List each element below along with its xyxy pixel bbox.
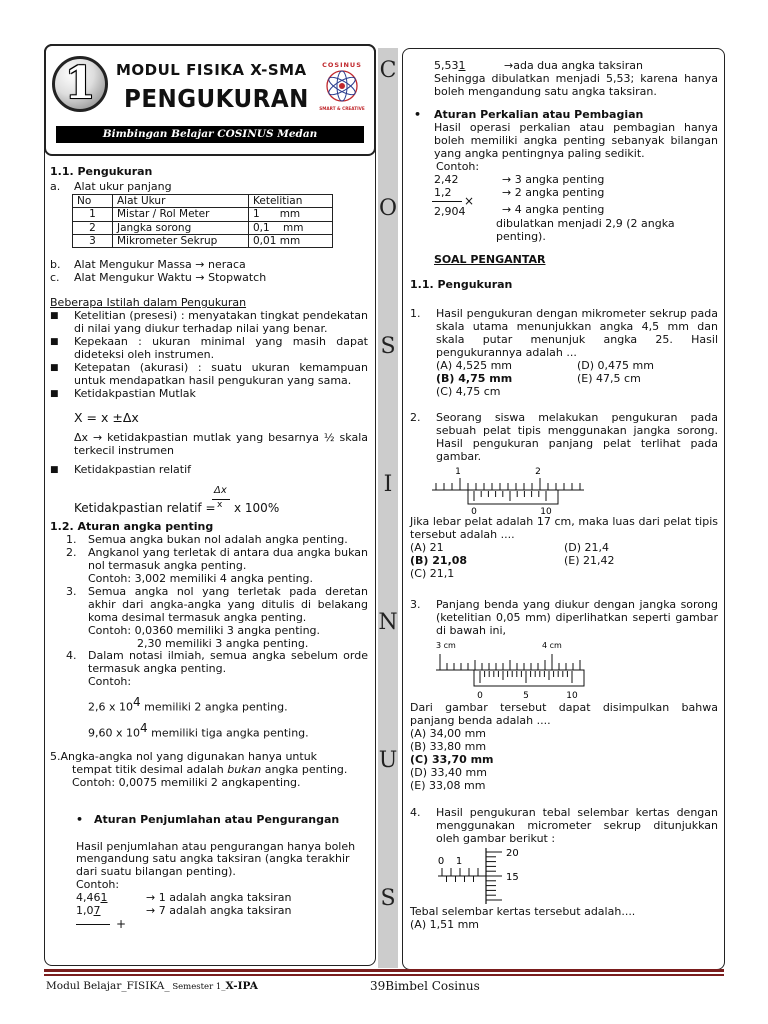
strip-letter: I bbox=[383, 472, 393, 497]
rules-list bbox=[66, 534, 368, 741]
scientific-example bbox=[88, 695, 368, 715]
alat-ukur-label: Alat ukur panjang bbox=[74, 179, 172, 193]
sum-number: 1,07 bbox=[76, 904, 101, 918]
table-cell: Mistar / Rol Meter bbox=[113, 208, 249, 221]
list-marker: c. bbox=[50, 271, 60, 285]
table-header-row bbox=[73, 194, 333, 207]
rule-5-emphasis: bukan bbox=[227, 762, 262, 776]
vernier-label: 10 bbox=[566, 691, 578, 702]
soal-heading: SOAL PENGANTAR bbox=[434, 252, 546, 266]
list-item bbox=[50, 362, 368, 388]
formula-relative bbox=[74, 477, 368, 517]
question-text: Tebal selembar kertas tersebut adalah.... bbox=[410, 904, 636, 918]
vernier-label: 0 bbox=[471, 507, 477, 517]
vernier-caliper-diagram-1 bbox=[428, 464, 588, 516]
square-bullet-icon: ■ bbox=[50, 363, 59, 374]
right-content bbox=[410, 58, 718, 932]
sci-base: 9,60 x 10 bbox=[88, 726, 140, 740]
strip-letter: S bbox=[380, 886, 396, 911]
bullet-icon: • bbox=[76, 812, 84, 826]
rule-5-example: Contoh: 0,0075 memiliki 2 angkapenting. bbox=[72, 775, 301, 789]
section-1-2-heading: 1.2. Aturan angka penting bbox=[50, 519, 214, 533]
question-1 bbox=[410, 308, 718, 360]
answer-option[interactable]: (D) 0,475 mm bbox=[577, 358, 654, 372]
main-scale-label: 2 bbox=[535, 467, 541, 478]
answer-option[interactable]: (A) 4,525 mm bbox=[436, 358, 513, 372]
answer-options bbox=[410, 542, 718, 581]
square-bullet-icon: ■ bbox=[50, 464, 59, 475]
sci-base: 2,6 x 10 bbox=[88, 701, 133, 715]
table-row bbox=[73, 235, 333, 248]
question-2 bbox=[410, 412, 718, 464]
section-1-1-heading: 1.1. Pengukuran bbox=[50, 165, 153, 178]
list-item-text: Ketelitian (presesi) : menyatakan tingkat pendekatan di nilai yang diukur terhadap nilai yang benar. bbox=[74, 309, 368, 336]
table-cell: 3 bbox=[73, 235, 113, 248]
table-cell: 0,01 mm bbox=[249, 235, 333, 248]
answer-option[interactable]: (B) 21,08 bbox=[410, 554, 468, 568]
plus-sign: + bbox=[116, 917, 127, 932]
answer-option[interactable]: (E) 33,08 mm bbox=[410, 778, 486, 792]
list-item bbox=[66, 586, 368, 625]
chapter-number-badge: 1 bbox=[52, 56, 108, 112]
list-item bbox=[66, 573, 368, 586]
list-item bbox=[66, 676, 368, 689]
strip-letter: N bbox=[378, 610, 398, 635]
sum-rule bbox=[76, 918, 368, 932]
rule-5-text: angka penting. bbox=[264, 762, 348, 776]
footer-rule bbox=[44, 969, 724, 972]
sleeve-label: 1 bbox=[455, 855, 463, 867]
formula-uncertainty: X = x ±Δx bbox=[74, 410, 139, 426]
list-item-text: Contoh: 0,0360 memiliki 3 angka penting. bbox=[88, 623, 321, 637]
table-header-cell: Ketelitian bbox=[249, 194, 333, 207]
list-item bbox=[50, 310, 368, 336]
answer-option[interactable]: (C) 4,75 cm bbox=[436, 384, 501, 398]
list-item-text: Dalam notasi ilmiah, semua angka sebelum orde termasuk angka penting. bbox=[88, 649, 368, 676]
list-item bbox=[66, 650, 368, 676]
answer-options bbox=[436, 360, 718, 399]
svg-text:COSINUS: COSINUS bbox=[322, 61, 362, 69]
table-cell: 1 bbox=[73, 208, 113, 221]
answer-option[interactable]: (C) 33,70 mm bbox=[410, 752, 494, 766]
list-number: 2. bbox=[66, 545, 77, 559]
result-explanation: Sehingga dibulatkan menjadi 5,53; karena hanya boleh mengandung satu angka taksiran. bbox=[434, 71, 718, 98]
main-scale-label: 4 cm bbox=[542, 641, 562, 651]
main-scale-label: 1 bbox=[455, 467, 461, 478]
table-cell: Jangka sorong bbox=[113, 221, 249, 234]
table-cell: Mikrometer Sekrup bbox=[113, 235, 249, 248]
result-comment: →ada dua angka taksiran bbox=[504, 59, 643, 72]
question-text: Hasil pengukuran tebal selembar kertas dengan menggunakan micrometer sekrup ditunjukkan oleh gambar berikut : bbox=[436, 805, 718, 845]
list-item bbox=[66, 625, 368, 638]
strip-letter: O bbox=[378, 196, 398, 221]
sci-tail: memiliki tiga angka penting. bbox=[147, 726, 309, 740]
micrometer-diagram bbox=[434, 846, 544, 906]
strip-letter: S bbox=[380, 334, 396, 359]
square-bullet-icon: ■ bbox=[50, 389, 59, 400]
left-content bbox=[50, 166, 368, 932]
perkalian-text: Hasil operasi perkalian atau pembagian hanya boleh memiliki angka penting sebanyak bilangan yang angka pentingnya paling sedikit. bbox=[434, 120, 718, 160]
vernier-label: 0 bbox=[477, 691, 483, 702]
list-item-text: Ketidakpastian Mutlak bbox=[74, 387, 196, 401]
heading-text: Aturan Penjumlahan atau Pengurangan bbox=[94, 812, 340, 826]
list-number bbox=[66, 625, 88, 638]
question-number: 1. bbox=[410, 306, 421, 320]
list-item-text: Kepekaan : ukuran minimal yang masih dapat dideteksi oleh instrumen. bbox=[74, 335, 368, 362]
answer-option[interactable]: (C) 21,1 bbox=[410, 567, 455, 581]
footer-module-label: Modul Belajar_FISIKA_ Semester 1_X-IPA bbox=[46, 980, 258, 992]
question-text: Seorang siswa melakukan pengukuran pada sebuah pelat tipis menggunakan jangka sorong. Hasil pengukuran panjang pelat terlihat pada gambar. bbox=[436, 411, 718, 464]
table-header-cell: Alat Ukur bbox=[113, 194, 249, 207]
multiplication-example bbox=[434, 174, 718, 250]
question-number: 4. bbox=[410, 805, 421, 819]
rule-5-line bbox=[72, 764, 368, 777]
list-number: 3. bbox=[66, 584, 77, 598]
strip-letter: U bbox=[378, 748, 398, 773]
rule-5 bbox=[50, 751, 368, 790]
scientific-example bbox=[88, 721, 368, 741]
istilah-heading: Beberapa Istilah dalam Pengukuran bbox=[50, 296, 247, 310]
table-header-cell: No bbox=[73, 194, 113, 207]
list-item-text: Ketidakpastian relatif bbox=[74, 462, 192, 476]
contoh-label: Contoh: bbox=[436, 159, 480, 173]
list-item bbox=[50, 464, 368, 477]
thimble-label: 15 bbox=[506, 871, 519, 883]
list-number: 4. bbox=[66, 649, 77, 663]
massa-line: Alat Mengukur Massa → neraca bbox=[74, 258, 246, 272]
formula-tail: x 100% bbox=[234, 500, 280, 515]
question-text: Dari gambar tersebut dapat disimpulkan bahwa panjang benda adalah .... bbox=[410, 701, 718, 728]
answer-option[interactable]: (B) 33,80 mm bbox=[410, 740, 487, 753]
fraction-numerator: Δx bbox=[214, 484, 227, 496]
heading-text: Aturan Perkalian atau Pembagian bbox=[434, 107, 644, 121]
sci-exponent: 4 bbox=[133, 695, 141, 710]
table-cell: 2 bbox=[73, 221, 113, 234]
result-number: 5,531 bbox=[434, 59, 466, 72]
product: 2,904 bbox=[434, 204, 466, 218]
rule-5-line: 5.Angka-angka nol yang digunakan hanya untuk bbox=[50, 749, 318, 763]
main-scale-label: 3 cm bbox=[436, 641, 456, 651]
question-4 bbox=[410, 807, 718, 846]
chapter-title: PENGUKURAN bbox=[124, 84, 309, 113]
question-text: Panjang benda yang diukur dengan jangka sorong (ketelitian 0,05 mm) diperlihatkan seperti gambar di bawah ini, bbox=[436, 598, 718, 638]
list-item-text: Ketepatan (akurasi) : suatu ukuran kemampuan untuk mendapatkan hasil pengukuran yang sama. bbox=[74, 361, 368, 388]
rule-5-text: tempat titik desimal adalah bbox=[72, 762, 224, 776]
strip-letter: C bbox=[379, 58, 397, 83]
list-item bbox=[50, 388, 368, 401]
factor: 2,42 bbox=[434, 172, 459, 186]
section-1-1-heading: 1.1. Pengukuran bbox=[410, 277, 513, 291]
contoh-label: Contoh: bbox=[76, 878, 120, 892]
factor: 1,2 bbox=[434, 185, 452, 199]
side-strip bbox=[378, 48, 398, 968]
product-comment: → 4 angka penting bbox=[502, 202, 605, 216]
list-item bbox=[50, 336, 368, 362]
fraction-denominator: x bbox=[217, 499, 223, 510]
alat-ukur-table bbox=[72, 194, 333, 249]
question-3 bbox=[410, 599, 718, 638]
footer-page-label: 39Bimbel Cosinus bbox=[370, 979, 480, 993]
list-item-text: Contoh: 3,002 memiliki 4 angka penting. bbox=[88, 571, 314, 585]
list-item bbox=[66, 534, 368, 547]
sum-rule-line bbox=[76, 924, 110, 925]
table-cell: 1 mm bbox=[249, 208, 333, 221]
sum-number: 4,461 bbox=[76, 891, 108, 905]
svg-text:SMART & CREATIVE: SMART & CREATIVE bbox=[319, 106, 365, 111]
module-title: MODUL FISIKA X-SMA bbox=[116, 61, 307, 79]
answer-options bbox=[410, 728, 718, 793]
list-marker: a. bbox=[50, 179, 61, 193]
answer-option[interactable]: (E) 47,5 cm bbox=[577, 371, 641, 385]
penjumlahan-heading bbox=[76, 814, 368, 827]
question-text: Jika lebar pelat adalah 17 cm, maka luas dari pelat tipis tersebut adalah .... bbox=[410, 515, 718, 542]
multiplication-rule-line bbox=[432, 201, 462, 202]
table-cell: 0,1 mm bbox=[249, 221, 333, 234]
list-item-text: 2,30 memiliki 3 angka penting. bbox=[88, 636, 309, 650]
bullet-icon: • bbox=[414, 107, 422, 121]
answer-option[interactable]: (A) 34,00 mm bbox=[410, 727, 487, 741]
table-row bbox=[73, 221, 333, 234]
vernier-label: 10 bbox=[540, 507, 552, 517]
answer-option[interactable]: (D) 21,4 bbox=[564, 541, 610, 555]
sum-comment: → 1 adalah angka taksiran bbox=[146, 891, 292, 905]
factor-comment: → 2 angka penting bbox=[502, 185, 605, 199]
sci-exponent: 4 bbox=[140, 721, 148, 735]
answer-option[interactable]: (A) 1,51 mm bbox=[410, 917, 480, 931]
list-item-text: Semua angka bukan nol adalah angka penting. bbox=[88, 532, 348, 546]
rounding-note: dibulatkan menjadi 2,9 (2 angka penting). bbox=[496, 216, 675, 243]
question-number: 2. bbox=[410, 411, 421, 425]
footer-rule bbox=[44, 974, 724, 976]
list-item-text: Angkanol yang terletak di antara dua angka bukan nol termasuk angka penting. bbox=[88, 545, 368, 572]
vernier-label: 5 bbox=[523, 691, 529, 702]
list-item bbox=[66, 547, 368, 573]
sum-comment: → 7 adalah angka taksiran bbox=[146, 904, 292, 918]
banner: Bimbingan Belajar COSINUS Medan bbox=[56, 126, 364, 143]
penjumlahan-text: Hasil penjumlahan atau pengurangan hanya boleh mengandung satu angka taksiran (angka terakhir dari suatu bilangan penting). bbox=[76, 839, 356, 879]
list-number bbox=[66, 573, 88, 586]
list-number bbox=[66, 676, 88, 689]
dx-explanation: Δx → ketidakpastian mutlak yang besarnya ½ skala terkecil instrumen bbox=[74, 430, 368, 457]
times-sign: × bbox=[464, 193, 475, 208]
square-bullet-icon: ■ bbox=[50, 311, 59, 322]
answer-option[interactable]: (D) 33,40 mm bbox=[410, 765, 487, 779]
square-bullet-icon: ■ bbox=[50, 337, 59, 348]
table-row bbox=[73, 208, 333, 221]
question-text: Hasil pengukuran dengan mikrometer sekrup pada skala utama menunjukkan angka 4,5 mm dan skala putar menunjuk angka 25. Hasil pengukurannya adalah ... bbox=[436, 306, 718, 359]
list-marker: b. bbox=[50, 258, 61, 272]
answer-option[interactable]: (E) 21,42 bbox=[564, 554, 615, 568]
factor-comment: → 3 angka penting bbox=[502, 172, 605, 186]
list-number: 1. bbox=[66, 532, 77, 546]
answer-option[interactable]: (B) 4,75 mm bbox=[436, 371, 513, 385]
sci-tail: memiliki 2 angka penting. bbox=[140, 701, 288, 715]
list-item-text: Semua angka nol yang terletak pada deretan akhir dari angka-angka yang ditulis di belakang koma desimal termasuk angka penting. bbox=[88, 584, 368, 624]
sleeve-label: 0 bbox=[437, 855, 445, 867]
module-header bbox=[44, 44, 376, 156]
thimble-label: 20 bbox=[506, 847, 519, 859]
question-number: 3. bbox=[410, 598, 421, 612]
vernier-caliper-diagram-2 bbox=[434, 638, 604, 702]
cosinus-logo-icon bbox=[318, 58, 366, 114]
formula-label: Ketidakpastian relatif = bbox=[74, 500, 216, 515]
perkalian-heading bbox=[414, 109, 718, 122]
answer-option[interactable]: (A) 21 bbox=[410, 541, 444, 555]
waktu-line: Alat Mengukur Waktu → Stopwatch bbox=[74, 271, 267, 285]
list-item-text: Contoh: bbox=[88, 675, 132, 689]
